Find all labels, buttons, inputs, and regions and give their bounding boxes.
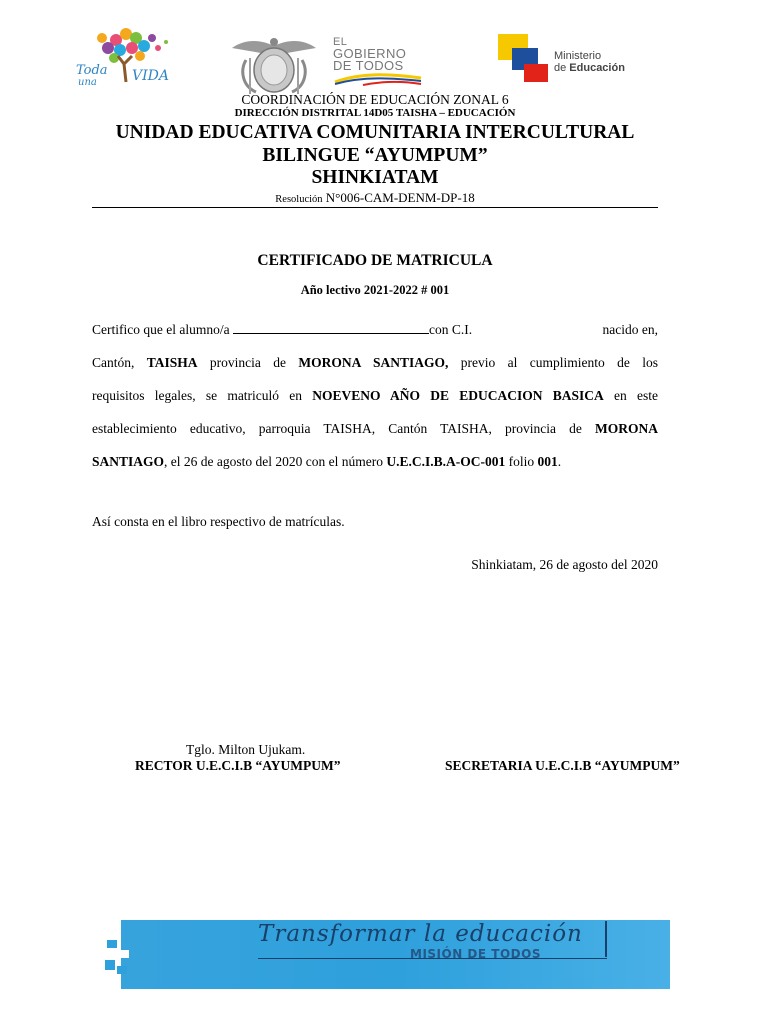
paragraph-line-1	[92, 322, 658, 338]
toda-una-vida-logo	[74, 24, 178, 88]
school-name-line2: BILINGUE “AYUMPUM”	[262, 145, 488, 166]
line2-taisha: TAISHA	[146, 355, 198, 370]
nacido-en-label: nacido en,	[602, 322, 658, 337]
line3-part-a: requisitos legales, se matriculó en	[92, 388, 313, 403]
banner-squares-icon	[103, 936, 133, 984]
line5-part-d: folio	[505, 454, 538, 469]
gov-color-swoosh-icon	[333, 72, 423, 86]
line5-folio-number: 001	[537, 454, 558, 469]
line5-santiago: SANTIAGO	[92, 454, 165, 469]
consta-statement: Así consta en el libro respectivo de matrículas.	[92, 514, 345, 529]
line2-morona: MORONA SANTIAGO,	[298, 355, 449, 370]
certifico-text: Certifico que el alumno/a	[92, 322, 233, 337]
rector-title: RECTOR U.E.C.I.B “AYUMPUM”	[135, 758, 341, 773]
student-name-blank	[233, 322, 429, 334]
tree-canopy-icon	[97, 28, 168, 63]
certificate-title: CERTIFICADO DE MATRICULA	[257, 252, 493, 269]
paragraph-line-3	[92, 388, 658, 404]
ministerio-text-educacion: Educación	[569, 62, 625, 74]
slogan-transformar: Transformar la educación	[258, 921, 583, 947]
header-divider	[92, 207, 658, 208]
ministerio-de-educacion-logo	[498, 32, 638, 92]
paragraph-line-4	[92, 421, 658, 437]
gov-text-line2: GOBIERNO	[333, 46, 407, 61]
secretaria-title: SECRETARIA U.E.C.I.B “AYUMPUM”	[445, 758, 680, 773]
school-name-line1: UNIDAD EDUCATIVA COMUNITARIA INTERCULTURAL	[115, 122, 635, 143]
place-and-date: Shinkiatam, 26 de agosto del 2020	[471, 557, 658, 572]
academic-year: Año lectivo 2021-2022 # 001	[300, 283, 450, 297]
rector-name: Tglo. Milton Ujukam.	[186, 742, 306, 757]
tree-text-toda: Toda	[76, 63, 108, 78]
line3-part-c: en este	[603, 388, 658, 403]
ministerio-flag-icon	[498, 34, 550, 86]
paragraph-line-2	[92, 355, 658, 371]
slogan-mision: MISIÓN DE TODOS	[410, 947, 541, 961]
ecuador-coat-of-arms-icon	[226, 30, 322, 96]
line2-part-e: previo al cumplimiento de los	[448, 355, 658, 370]
ci-label: con C.I.	[428, 322, 473, 337]
resolucion-value: N°006-CAM-DENM-DP-18	[322, 190, 475, 205]
line3-grade: NOEVENO AÑO DE EDUCACION BASICA	[312, 388, 604, 403]
resolucion-label: Resolución	[275, 194, 323, 205]
line5-period: .	[557, 454, 562, 469]
line2-part-c: provincia de	[197, 355, 299, 370]
ministerio-text-de: de	[554, 62, 570, 74]
line5-registration-number: U.E.C.I.B.A-OC-001	[386, 454, 506, 469]
school-name-line3: SHINKIATAM	[311, 167, 439, 188]
line2-part-a: Cantón,	[92, 355, 147, 370]
line4-morona: MORONA	[595, 421, 658, 436]
direccion-heading: DIRECCIÓN DISTRITAL 14D05 TAISHA – EDUCACIÓN	[234, 107, 516, 119]
line5-part-b: , el 26 de agosto del 2020 con el número	[164, 454, 387, 469]
resolucion-line	[92, 190, 658, 206]
coordinacion-heading: COORDINACIÓN DE EDUCACIÓN ZONAL 6	[241, 92, 509, 107]
tree-text-vida: VIDA	[132, 68, 169, 84]
ministerio-text-line1: Ministerio	[554, 50, 602, 62]
gov-text-line3: DE TODOS	[333, 58, 404, 73]
paragraph-line-5	[92, 454, 658, 470]
el-gobierno-de-todos-logo	[333, 36, 433, 88]
line4-part-a: establecimiento educativo, parroquia TAISHA, Cantón TAISHA, provincia de	[92, 421, 595, 436]
tree-text-una: una	[78, 77, 97, 88]
gov-text-line1: EL	[333, 36, 348, 48]
